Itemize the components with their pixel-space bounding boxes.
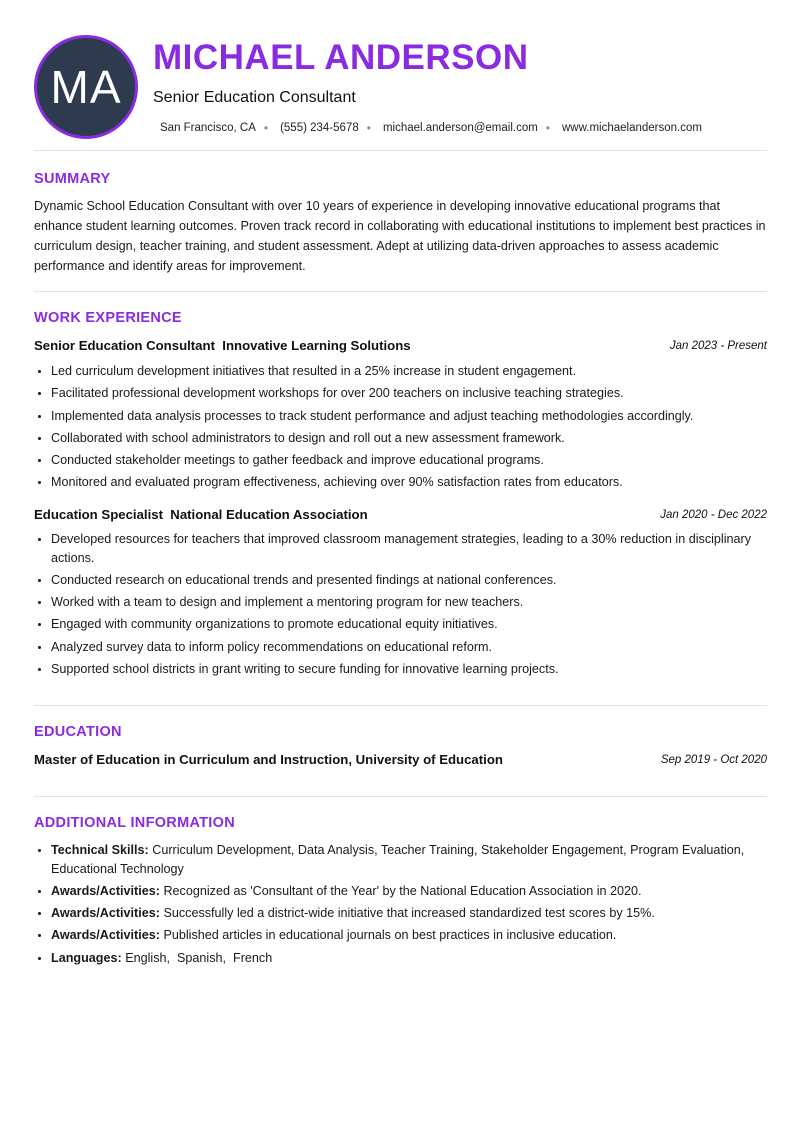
list-item: • Facilitated professional development workshops for over 200 teachers on inclusive teaching strategies.	[51, 384, 767, 403]
item-text: Recognized as 'Consultant of the Year' by the National Education Association in 2020.	[163, 883, 642, 898]
education-heading: EDUCATION	[34, 724, 122, 740]
contact-email[interactable]: michael.anderson@email.com	[382, 122, 538, 134]
additional-heading: ADDITIONAL INFORMATION	[34, 815, 235, 831]
item-label: Technical Skills:	[51, 843, 149, 857]
list-item: • Developed resources for teachers that improved classroom management strategies, leading to a 30% reduction in disciplinary actions.	[51, 530, 767, 567]
item-label: Awards/Activities:	[51, 906, 160, 921]
contact-location: San Francisco, CA	[160, 122, 256, 134]
divider	[34, 705, 767, 706]
degree: Master of Education in Curriculum and Instruction, University of Education	[34, 752, 503, 767]
divider	[34, 291, 767, 292]
list-item	[51, 841, 767, 878]
item-text: Published articles in educational journals on best practices in inclusive education.	[163, 928, 617, 943]
list-item	[51, 904, 767, 923]
list-item: • Monitored and evaluated program effectiveness, achieving over 90% satisfaction rates from educators.	[51, 473, 767, 492]
list-item: • Conducted stakeholder meetings to gather feedback and improve educational programs.	[51, 451, 767, 470]
job-header	[34, 507, 767, 527]
item-label: Awards/Activities:	[51, 928, 160, 943]
item-text: Successfully led a district-wide initiative that increased standardized test scores by 15%.	[163, 906, 655, 921]
additional-list	[34, 841, 767, 971]
list-item: • Supported school districts in grant writing to secure funding for innovative learning projects.	[51, 660, 767, 679]
item-text: Curriculum Development, Data Analysis, Teacher Training, Stakeholder Engagement, Program Evaluation, Educational Technology	[51, 843, 748, 876]
list-item	[51, 926, 767, 945]
candidate-name: MICHAEL ANDERSON	[153, 38, 529, 77]
avatar	[34, 35, 138, 139]
divider	[34, 150, 767, 151]
list-item: • Engaged with community organizations to promote educational equity initiatives.	[51, 615, 767, 634]
job-title: Education Specialist National Education Association	[34, 507, 368, 522]
job-dates: Jan 2023 - Present	[669, 340, 767, 352]
summary-heading: SUMMARY	[34, 171, 111, 187]
list-item: • Led curriculum development initiatives that resulted in a 25% increase in student engagement.	[51, 362, 767, 381]
summary-text: Dynamic School Education Consultant with over 10 years of experience in developing innovative educational programs that enhance student learning outcomes. Proven track record in collaborating with educational institutions to implement best practices in curriculum design, teacher training, and student assessment. Adept at utilizing data-driven approaches to assess academic performance and identify areas for improvement.	[34, 199, 766, 273]
separator-dot: •	[366, 121, 371, 135]
contact-website[interactable]: www.michaelanderson.com	[562, 122, 702, 134]
contact-phone: (555) 234-5678	[280, 122, 359, 134]
item-label: Languages:	[51, 950, 122, 965]
item-label: Awards/Activities:	[51, 883, 160, 898]
job-role: Senior Education Consultant	[153, 89, 356, 106]
list-item: • Implemented data analysis processes to track student performance and adjust teaching methodologies accordingly.	[51, 407, 767, 426]
experience-heading: WORK EXPERIENCE	[34, 310, 182, 326]
separator-dot: •	[263, 121, 269, 135]
job-bullets	[34, 362, 767, 496]
list-item: • Collaborated with school administrators to design and roll out a new assessment framework.	[51, 429, 767, 448]
education-entry	[34, 752, 767, 772]
list-item: • Worked with a team to design and implement a mentoring program for new teachers.	[51, 593, 767, 612]
list-item	[51, 949, 767, 968]
job-bullets	[34, 530, 767, 682]
avatar-initials: MA	[50, 61, 122, 113]
contact-line	[160, 121, 702, 135]
list-item	[51, 882, 767, 901]
job-dates: Jan 2020 - Dec 2022	[660, 509, 767, 521]
education-dates: Sep 2019 - Oct 2020	[660, 754, 767, 766]
job-header	[34, 338, 767, 358]
separator-dot: •	[545, 121, 550, 135]
list-item: • Conducted research on educational trends and presented findings at national conferences.	[51, 571, 767, 590]
list-item: • Analyzed survey data to inform policy recommendations on educational reform.	[51, 638, 767, 657]
job-title: Senior Education Consultant Innovative Learning Solutions	[34, 338, 411, 353]
item-text: English, Spanish, French	[125, 950, 273, 965]
divider	[34, 796, 767, 797]
